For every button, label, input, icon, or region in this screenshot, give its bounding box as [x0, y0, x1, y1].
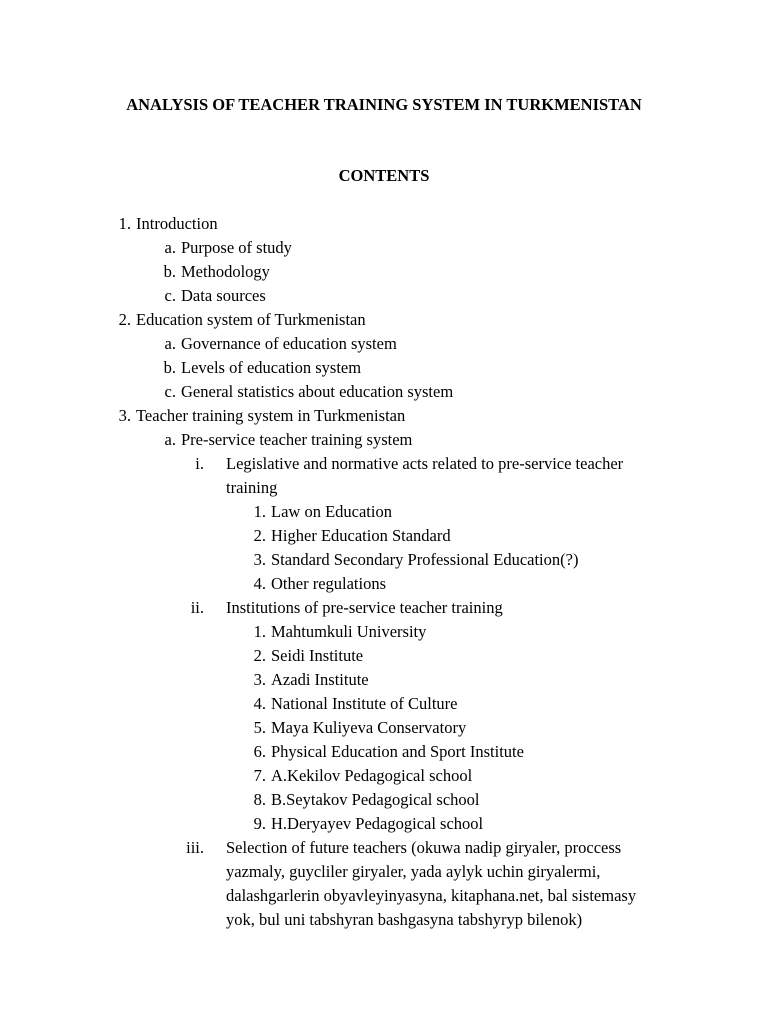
toc-item-text: Governance of education system — [181, 334, 397, 353]
toc-item-level-2 — [0, 428, 768, 452]
contents-heading: CONTENTS — [338, 166, 430, 185]
toc-item-level-4 — [0, 548, 768, 572]
toc-item-level-4 — [0, 716, 768, 740]
toc-item-level-2 — [0, 284, 768, 308]
toc-item-level-4 — [0, 524, 768, 548]
document-title: ANALYSIS OF TEACHER TRAINING SYSTEM IN TURKMENISTAN — [126, 95, 642, 114]
toc-item-number: i. — [195, 454, 204, 473]
toc-item-text: Purpose of study — [181, 238, 292, 257]
toc-item-text: A.Kekilov Pedagogical school — [271, 766, 473, 785]
toc-item-number: ii. — [190, 598, 204, 617]
toc-item-level-2 — [0, 260, 768, 284]
toc-item-level-4 — [0, 572, 768, 596]
toc-item-text: Education system of Turkmenistan — [136, 310, 366, 329]
toc-item-number: 2. — [253, 526, 266, 545]
toc-item-text: Levels of education system — [181, 358, 362, 377]
toc-item-number: iii. — [186, 838, 204, 857]
toc-item-number: 2. — [253, 646, 266, 665]
toc-item-text: General statistics about education system — [181, 382, 454, 401]
toc-item-number: 1. — [118, 214, 131, 233]
toc-item-text: Mahtumkuli University — [271, 622, 427, 641]
toc-item-level-3 — [0, 596, 768, 620]
toc-item-number: c. — [164, 286, 176, 305]
toc-item-level-4 — [0, 644, 768, 668]
toc-item-level-4 — [0, 740, 768, 764]
toc-item-number: 3. — [118, 406, 131, 425]
toc-item-number: a. — [164, 334, 176, 353]
toc-item-text: Introduction — [136, 214, 218, 233]
toc-item-number: 5. — [253, 718, 266, 737]
toc-item-text: Law on Education — [271, 502, 392, 521]
toc-item-number: 7. — [253, 766, 266, 785]
toc-item-text: H.Deryayev Pedagogical school — [271, 814, 484, 833]
toc-item-level-3 — [0, 836, 768, 932]
toc-item-number: 9. — [253, 814, 266, 833]
toc-item-level-4 — [0, 500, 768, 524]
toc-item-number: 3. — [253, 670, 266, 689]
toc-item-level-4 — [0, 812, 768, 836]
toc-item-text: Azadi Institute — [271, 670, 369, 689]
toc-item-number: 3. — [253, 550, 266, 569]
toc-item-number: 4. — [253, 694, 266, 713]
toc-item-number: c. — [164, 382, 176, 401]
toc-item-level-2 — [0, 236, 768, 260]
toc-item-level-1 — [0, 404, 768, 428]
toc-item-level-1 — [0, 308, 768, 332]
toc-item-number: a. — [164, 238, 176, 257]
toc-item-text: Pre-service teacher training system — [181, 430, 413, 449]
toc-item-number: 6. — [253, 742, 266, 761]
toc-item-text: Maya Kuliyeva Conservatory — [271, 718, 467, 737]
toc-item-level-4 — [0, 668, 768, 692]
toc-item-level-4 — [0, 620, 768, 644]
toc-item-text: Higher Education Standard — [271, 526, 451, 545]
toc-item-number: 4. — [253, 574, 266, 593]
toc-item-text: Physical Education and Sport Institute — [271, 742, 524, 761]
toc-item-number: 8. — [253, 790, 266, 809]
toc-item-text: Standard Secondary Professional Education(?) — [271, 550, 579, 569]
toc-item-text: Institutions of pre-service teacher training — [226, 598, 503, 617]
table-of-contents — [0, 212, 768, 932]
toc-item-number: 1. — [253, 622, 266, 641]
toc-item-number: a. — [164, 430, 176, 449]
toc-item-level-2 — [0, 380, 768, 404]
toc-item-text: National Institute of Culture — [271, 694, 458, 713]
toc-item-level-2 — [0, 332, 768, 356]
toc-item-text: Selection of future teachers (okuwa nadip giryaler, proccess yazmaly, guycliler giryaler, yada aylyk uchin giryalermi, dalashgarlerin obyavleyinyasyna, kitaphana.net, bal sistemasy yok, bul uni tabshyran bashgasyna tabshyryp bilenok) — [226, 838, 637, 929]
toc-item-level-4 — [0, 788, 768, 812]
toc-item-number: b. — [163, 262, 176, 281]
toc-item-text: Data sources — [181, 286, 266, 305]
toc-item-text: Legislative and normative acts related to pre-service teacher training — [226, 454, 624, 497]
toc-item-text: B.Seytakov Pedagogical school — [271, 790, 480, 809]
toc-item-number: 2. — [118, 310, 131, 329]
toc-item-level-2 — [0, 356, 768, 380]
toc-item-number: 1. — [253, 502, 266, 521]
toc-item-text: Other regulations — [271, 574, 387, 593]
toc-item-level-4 — [0, 764, 768, 788]
toc-item-level-3 — [0, 452, 768, 500]
toc-item-level-4 — [0, 692, 768, 716]
toc-item-text: Methodology — [181, 262, 270, 281]
toc-item-text: Seidi Institute — [271, 646, 364, 665]
toc-item-text: Teacher training system in Turkmenistan — [136, 406, 406, 425]
toc-item-number: b. — [163, 358, 176, 377]
toc-item-level-1 — [0, 212, 768, 236]
